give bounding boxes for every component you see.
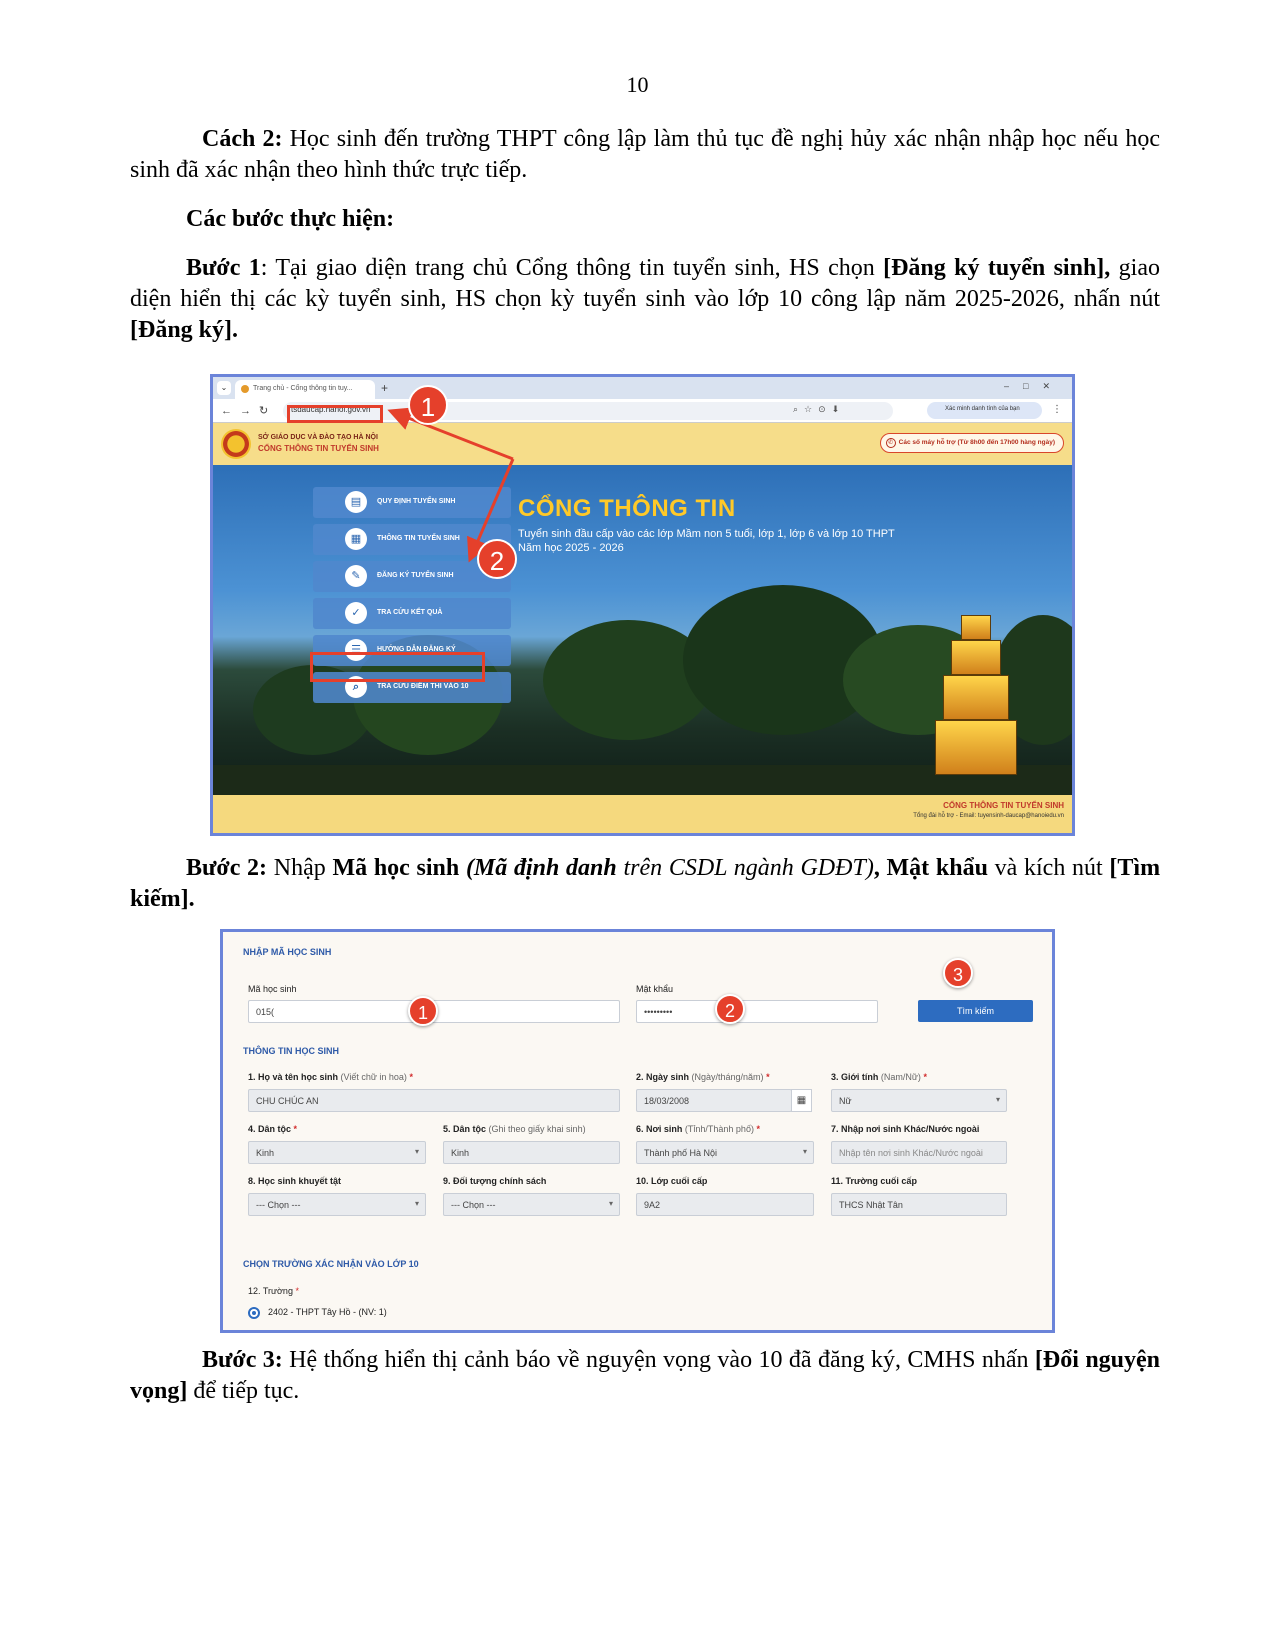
ethnicity-birth-cert-label: 5. Dân tộc (Ghi theo giấy khai sinh) <box>443 1124 586 1134</box>
hero-subtitle-line: Tuyển sinh đầu cấp vào các lớp Mầm non 5 tuổi, lớp 1, lớp 6 và lớp 10 THPT <box>518 528 895 540</box>
bold-text: , Mật khẩu <box>873 855 988 881</box>
disability-select[interactable]: --- Chọn --- ▾ <box>248 1193 426 1216</box>
final-class-label: 10. Lớp cuối cấp <box>636 1176 708 1186</box>
hero-subtitle-line: Năm học 2025 - 2026 <box>518 542 624 554</box>
bold-text: [Đăng ký tuyển sinh], <box>883 255 1111 281</box>
hero-title: CỔNG THÔNG TIN <box>518 495 736 522</box>
full-name-field[interactable]: CHU CHÚC AN <box>248 1089 620 1112</box>
section-title-nhap-ma: NHẬP MÃ HỌC SINH <box>243 947 332 957</box>
bold-lead: Bước 2: <box>186 855 268 881</box>
birthplace-select[interactable]: Thành phố Hà Nội ▾ <box>636 1141 814 1164</box>
final-school-field[interactable]: THCS Nhật Tân <box>831 1193 1007 1216</box>
menu-label: ĐĂNG KÝ TUYỂN SINH <box>377 572 454 579</box>
bold-text: [Đổi nguyện vọng] <box>130 1347 1161 1404</box>
navigation-icons[interactable]: ←→↻ <box>221 405 277 417</box>
final-class-field[interactable]: 9A2 <box>636 1193 814 1216</box>
footer-contact: Tổng đài hỗ trợ - Email: tuyensinh-daucap@hanoiedu.vn <box>913 813 1064 819</box>
step-badge-2: 2 <box>715 994 745 1024</box>
policy-select[interactable]: --- Chọn --- ▾ <box>443 1193 620 1216</box>
document-icon: ▤ <box>345 491 367 513</box>
gender-label: 3. Giới tính (Nam/Nữ) * <box>831 1072 927 1082</box>
paragraph-cach-2 <box>130 124 1160 186</box>
tab-title: Trang chủ - Cổng thông tin tuy... <box>253 385 353 392</box>
paragraph-text: : Tại giao diện trang chủ Cổng thông tin tuyển sinh, HS chọn <box>260 255 884 281</box>
paragraph-text: để tiếp tục. <box>187 1378 300 1404</box>
tab-search-icon[interactable]: ⌄ <box>217 381 231 395</box>
section-title-chon-truong: CHỌN TRƯỜNG XÁC NHẬN VÀO LỚP 10 <box>243 1259 419 1269</box>
profile-chip[interactable]: Xác minh danh tính của bạn <box>927 402 1042 419</box>
step-badge-1: 1 <box>408 996 438 1026</box>
password-label: Mật khẩu <box>636 984 674 994</box>
browser-action-icons[interactable]: ⌕☆⊙⬇ <box>793 404 846 414</box>
footer-title: CỔNG THÔNG TIN TUYỂN SINH <box>943 801 1064 810</box>
menu-label: HƯỚNG DẪN ĐĂNG KÝ <box>377 646 456 653</box>
phone-icon: ✆ <box>886 438 896 448</box>
gender-select[interactable]: Nữ ▾ <box>831 1089 1007 1112</box>
step-badge-3: 3 <box>943 958 973 988</box>
new-tab-icon[interactable]: + <box>381 381 389 395</box>
page-number: 10 <box>626 72 649 97</box>
policy-label: 9. Đối tượng chính sách <box>443 1176 547 1186</box>
student-id-label: Mã học sinh <box>248 984 297 994</box>
paragraph-step-2 <box>130 853 1160 915</box>
disability-label: 8. Học sinh khuyết tật <box>248 1176 342 1186</box>
birthplace-label: 6. Nơi sinh (Tỉnh/Thành phố) * <box>636 1124 760 1134</box>
url-text: tsdaucap.hanoi.gov.vn <box>291 405 371 414</box>
other-birthplace-label: 7. Nhập nơi sinh Khác/Nước ngoài <box>831 1124 980 1134</box>
ethnicity-select[interactable]: Kinh ▾ <box>248 1141 426 1164</box>
paragraph-text: giao diện hiển thị các kỳ tuyển sinh, HS chọn kỳ tuyển sinh vào lớp 10 công lập năm 2025-2026, nhấn nút <box>130 255 1160 312</box>
school-choice-value: 2402 - THPT Tây Hồ - (NV: 1) <box>268 1307 387 1317</box>
birth-date-field[interactable]: 18/03/2008 <box>636 1089 792 1112</box>
ethnicity-label: 4. Dân tộc * <box>248 1124 298 1134</box>
student-id-input[interactable]: 015( <box>248 1000 620 1023</box>
bold-text: [Đăng ký]. <box>130 317 239 343</box>
guide-icon: ☰ <box>345 639 367 661</box>
bold-lead: Bước 3: <box>202 1347 283 1373</box>
paragraph-text: Học sinh đến trường THPT công lập làm thủ tục đề nghị hủy xác nhận nhập học nếu học sinh đã xác nhận theo hình thức trực tiếp. <box>130 126 1160 183</box>
menu-label: QUY ĐỊNH TUYỂN SINH <box>377 498 456 505</box>
italic-text: trên CSDL ngành GDĐT) <box>616 855 874 881</box>
footer-band <box>213 795 1072 836</box>
italic-text: (Mã định danh <box>459 855 617 881</box>
search-button[interactable]: Tìm kiếm <box>918 1000 1033 1022</box>
birth-date-label: 2. Ngày sinh (Ngày/tháng/năm) * <box>636 1072 770 1082</box>
heading-text: Các bước thực hiện: <box>186 206 395 232</box>
step-badge-2: 2 <box>477 539 517 579</box>
step-badge-1: 1 <box>408 385 448 425</box>
ethnicity-birth-cert-field[interactable]: Kinh <box>443 1141 620 1164</box>
calendar-icon[interactable]: ▦ <box>791 1089 812 1112</box>
search-icon: ⌕ <box>345 676 367 698</box>
bold-lead: Bước 1 <box>186 255 261 281</box>
screenshot-student-form <box>220 929 1055 1333</box>
bold-text: [Tìm kiếm]. <box>130 855 1161 912</box>
final-school-label: 11. Trường cuối cấp <box>831 1176 917 1186</box>
window-controls[interactable]: –□✕ <box>1004 381 1064 391</box>
steps-heading <box>130 204 1160 235</box>
menu-label: TRA CỨU ĐIỂM THI VÀO 10 <box>377 683 469 690</box>
result-icon: ✓ <box>345 602 367 624</box>
screenshot-portal-homepage <box>210 374 1075 836</box>
full-name-label: 1. Họ và tên học sinh (Viết chữ in hoa) * <box>248 1072 413 1082</box>
section-title-thong-tin: THÔNG TIN HỌC SINH <box>243 1046 339 1056</box>
bold-text: Mã học sinh <box>332 855 460 881</box>
menu-label: TRA CỨU KẾT QUẢ <box>377 609 443 616</box>
paragraph-text: Hệ thống hiển thị cảnh báo về nguyện vọng vào 10 đã đăng ký, CMHS nhấn <box>282 1347 1035 1373</box>
org-name: SỞ GIÁO DỤC VÀ ĐÀO TẠO HÀ NỘI <box>258 434 378 441</box>
school-choice-label: 12. Trường * <box>248 1286 299 1296</box>
calendar-icon: ▦ <box>345 528 367 550</box>
bold-lead: Cách 2: <box>202 126 283 152</box>
kebab-menu-icon[interactable]: ⋮ <box>1052 404 1062 415</box>
paragraph-text: Nhập <box>267 855 333 881</box>
annotation-arrows <box>213 377 1075 836</box>
hotline-text: Các số máy hỗ trợ (Từ 8h00 đến 17h00 hàng ngày) <box>898 439 1055 446</box>
paragraph-step-3 <box>130 1345 1160 1407</box>
menu-label: THÔNG TIN TUYỂN SINH <box>377 535 460 542</box>
paragraph-step-1 <box>130 253 1160 346</box>
school-radio[interactable] <box>248 1307 260 1319</box>
password-input[interactable]: ••••••••• <box>636 1000 878 1023</box>
arrow-line <box>393 412 513 459</box>
portal-name: CỔNG THÔNG TIN TUYỂN SINH <box>258 444 379 453</box>
other-birthplace-input[interactable]: Nhập tên nơi sinh Khác/Nước ngoài <box>831 1141 1007 1164</box>
paragraph-text: và kích nút <box>987 855 1110 881</box>
register-icon: ✎ <box>345 565 367 587</box>
